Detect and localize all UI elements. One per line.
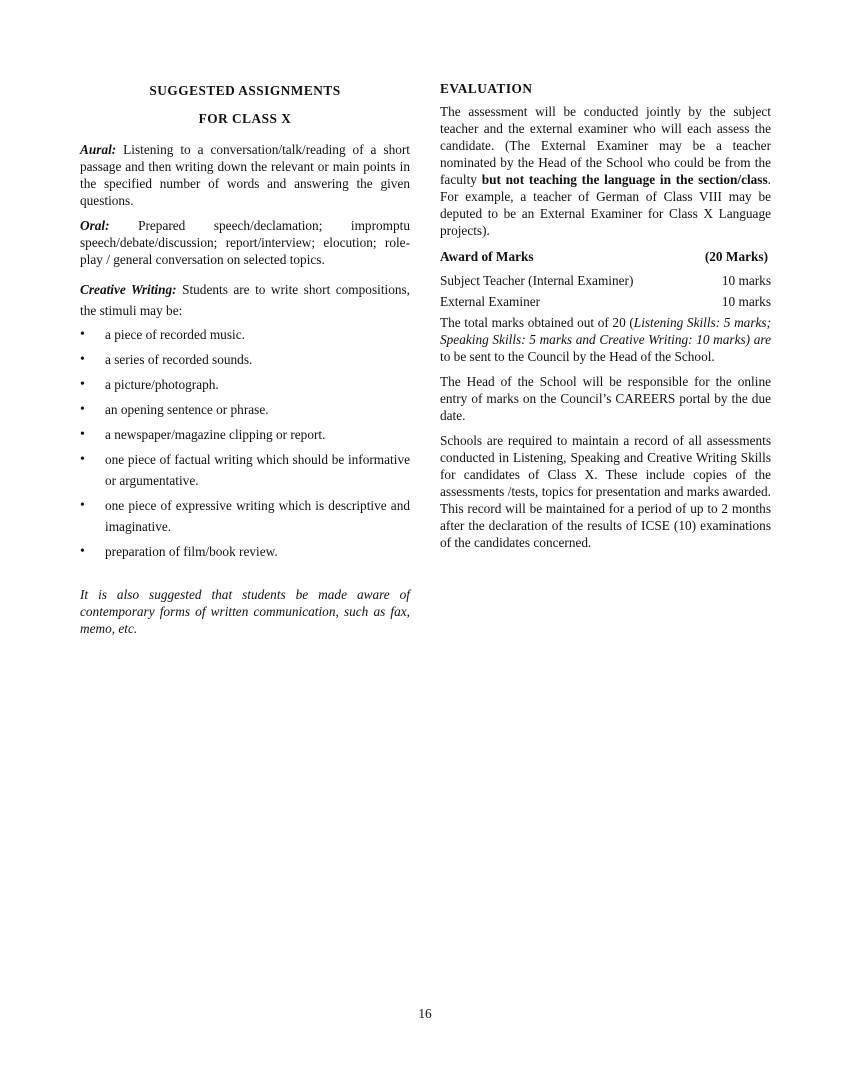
stimuli-list: [80, 324, 410, 562]
total-marks-paragraph: The total marks obtained out of 20 (Listening Skills: 5 marks; Speaking Skills: 5 marks and Creative Writing: 10 marks) are to be sent to the Council by the Head of the School.: [440, 315, 771, 364]
list-item: • an opening sentence or phrase.: [80, 399, 410, 420]
marks-row-value: 10 marks: [721, 273, 771, 288]
list-item: • a newspaper/magazine clipping or report.: [80, 424, 410, 445]
marks-row-value: 10 marks: [721, 294, 771, 309]
bullet-icon: •: [80, 402, 85, 417]
marks-row: [440, 272, 771, 289]
evaluation-paragraph: The assessment will be conducted jointly by the subject teacher and the external examiner who will each assess the candidate. (The External Examiner may be a teacher nominated by the Head of the School who could be from the faculty but not teaching the language in the section/class. For example, a teacher of German of Class VIII may be deputed to be an External Examiner for Class X Language projects).: [440, 104, 771, 238]
emphasis-text: but not teaching the language in the section/class: [481, 172, 768, 187]
award-total: (20 Marks): [704, 249, 768, 264]
creative-writing-text: Students are to write short compositions, the stimuli may be:: [80, 282, 411, 318]
creative-writing-paragraph: [80, 279, 410, 321]
award-label: Award of Marks: [440, 249, 534, 264]
section-heading: SUGGESTED ASSIGNMENTS: [149, 83, 341, 98]
aural-text: Listening to a conversation/talk/reading of a short passage and then writing down the relevant or main points in the specified number of words and answering the given questions.: [80, 142, 410, 208]
aural-paragraph: [80, 141, 410, 209]
bullet-icon: •: [80, 427, 85, 442]
creative-writing-label: Creative Writing:: [80, 282, 177, 297]
records-paragraph: Schools are required to maintain a record of all assessments conducted in Listening, Speaking and Creative Writing Skills for candidates of Class X. These include copies of the assessments /tests, topics for presentation and marks awarded. This record will be maintained for a period of up to 2 months after the declaration of the results of ICSE (10) examinations of the candidates concerned.: [440, 433, 771, 550]
list-item: • one piece of expressive writing which is descriptive and imaginative.: [80, 495, 410, 537]
list-item: • a piece of recorded music.: [80, 324, 410, 345]
list-item: • a series of recorded sounds.: [80, 349, 410, 370]
marks-row: [440, 293, 771, 310]
oral-paragraph: [80, 217, 410, 268]
aural-label: Aural:: [80, 142, 117, 157]
bullet-icon: •: [80, 452, 85, 467]
right-column: [440, 78, 771, 551]
oral-label: Oral:: [80, 218, 110, 233]
suggestion-note: It is also suggested that students be made aware of contemporary forms of written communication, such as fax, memo, etc.: [80, 587, 410, 636]
section-subheading: FOR CLASS X: [198, 111, 292, 126]
bullet-icon: •: [80, 327, 85, 342]
head-of-school-paragraph: The Head of the School will be responsible for the online entry of marks on the Council’s CAREERS portal by the due date.: [440, 374, 771, 423]
bullet-icon: •: [80, 544, 85, 559]
page-number: 16: [418, 1006, 432, 1021]
bullet-icon: •: [80, 498, 85, 513]
bullet-icon: •: [80, 377, 85, 392]
list-item: • preparation of film/book review.: [80, 541, 410, 562]
evaluation-heading: EVALUATION: [440, 81, 533, 96]
left-column: [80, 78, 410, 637]
list-item: • a picture/photograph.: [80, 374, 410, 395]
marks-row-label: External Examiner: [440, 294, 541, 309]
bullet-icon: •: [80, 352, 85, 367]
list-item: • one piece of factual writing which should be informative or argumentative.: [80, 449, 410, 491]
award-of-marks-header: [440, 248, 771, 265]
marks-row-label: Subject Teacher (Internal Examiner): [440, 273, 634, 288]
oral-text: Prepared speech/declamation; impromptu speech/debate/discussion; report/interview; elocution; role-play / general conversation on selected topics.: [80, 218, 410, 267]
